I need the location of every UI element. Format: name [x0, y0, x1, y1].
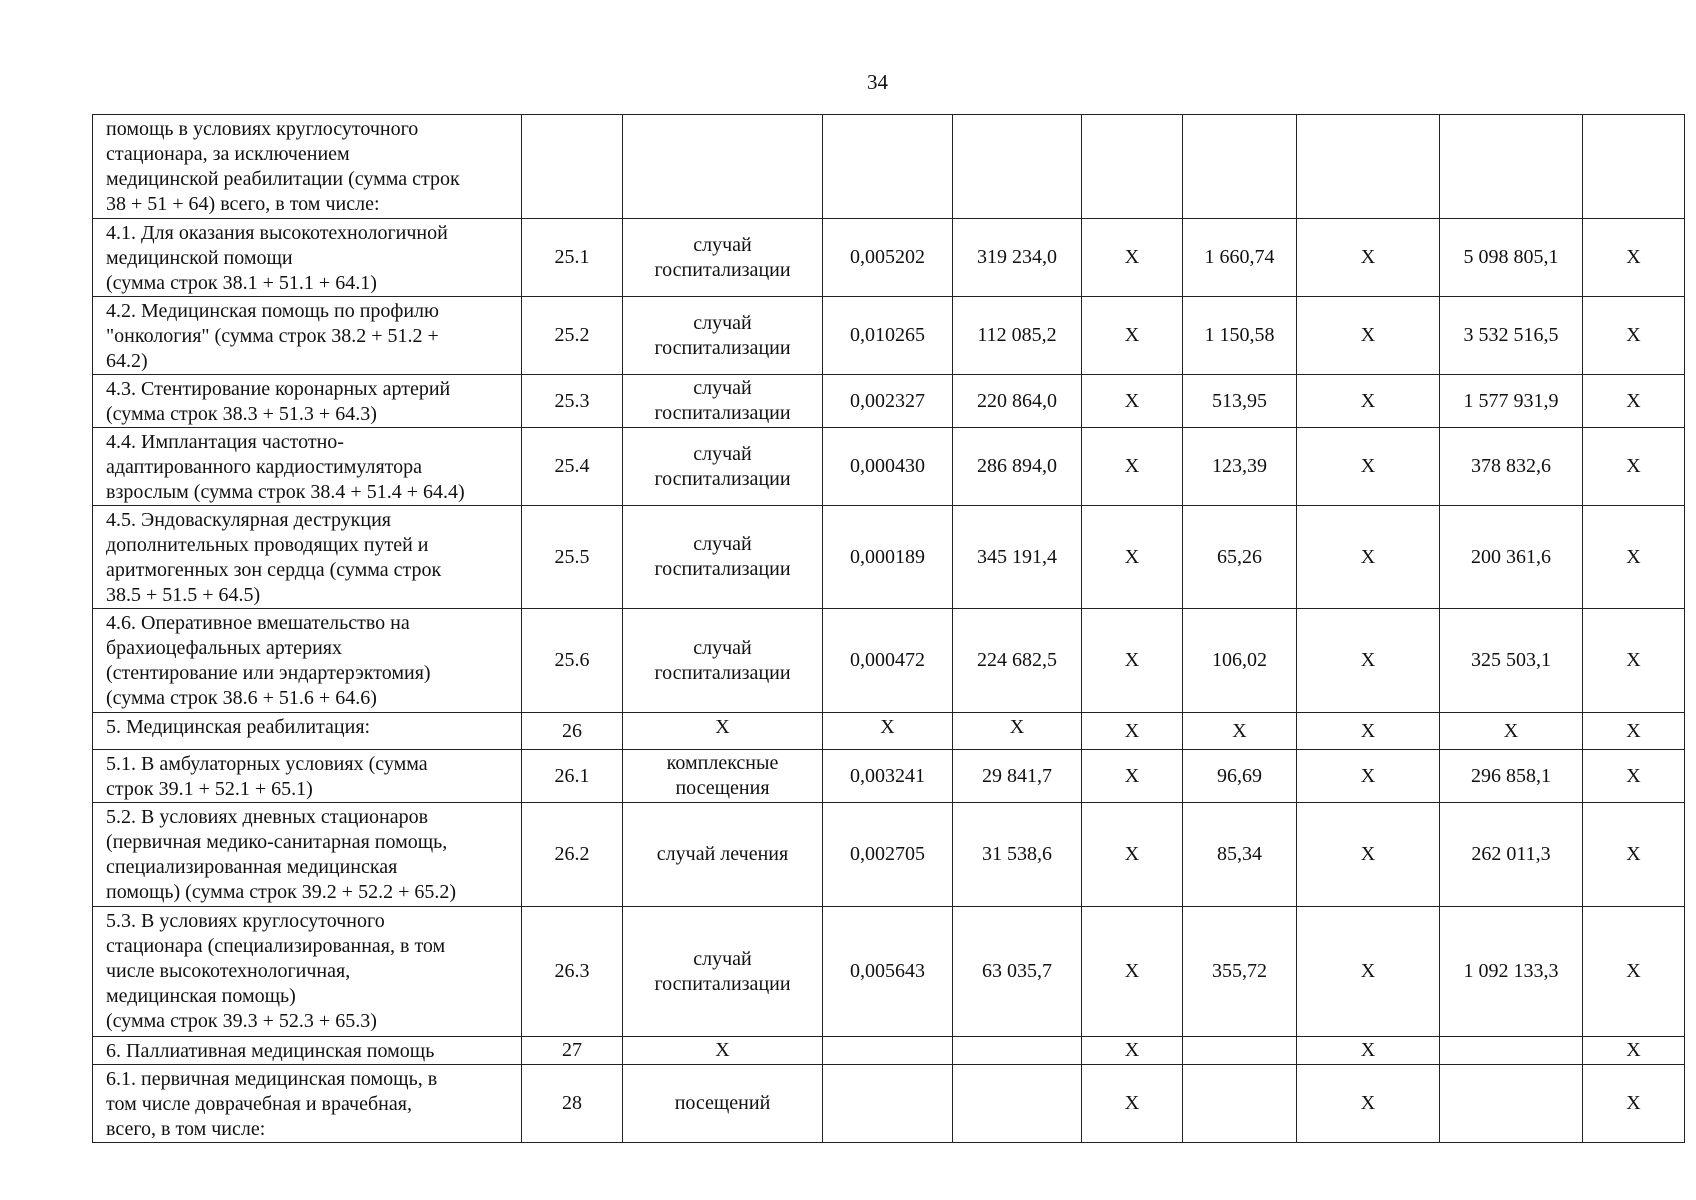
cell-norm-volume: X [823, 713, 953, 750]
cell-col-x2: X [1297, 609, 1440, 713]
cell-col-x3: X [1583, 1065, 1685, 1143]
cell-col-x2: X [1297, 1037, 1440, 1065]
cell-col-x3: X [1583, 297, 1685, 375]
cell-col-x2: X [1297, 803, 1440, 907]
cell-col-x3: X [1583, 506, 1685, 609]
cell-col-x3: X [1583, 219, 1685, 297]
cell-col-x3: X [1583, 609, 1685, 713]
cell-per-capita: 85,34 [1183, 803, 1297, 907]
cell-col-x1: X [1082, 750, 1183, 803]
cell-norm-volume [823, 115, 953, 219]
cell-col-x3: X [1583, 750, 1685, 803]
cell-norm-cost: 31 538,6 [953, 803, 1082, 907]
cell-line-number: 26.2 [522, 803, 623, 907]
cell-total-cost: 3 532 516,5 [1440, 297, 1583, 375]
row-name: 5.1. В амбулаторных условиях (сумма строк 39.1 + 52.1 + 65.1) [93, 750, 522, 803]
cell-norm-volume: 0,010265 [823, 297, 953, 375]
cell-norm-volume: 0,002705 [823, 803, 953, 907]
cell-unit: случай госпитализации [623, 219, 823, 297]
cell-total-cost: 296 858,1 [1440, 750, 1583, 803]
cell-per-capita: 1 660,74 [1183, 219, 1297, 297]
cell-col-x2: X [1297, 713, 1440, 750]
norms-table [92, 114, 1685, 1143]
cell-col-x2: X [1297, 506, 1440, 609]
table-row [93, 907, 1685, 1037]
cell-per-capita: X [1183, 713, 1297, 750]
row-name: 5.3. В условиях круглосуточного стационара (специализированная, в том числе высокотехнологичная, медицинская помощь) (сумма строк 39.3 + 52.3 + 65.3) [93, 907, 522, 1037]
cell-per-capita: 96,69 [1183, 750, 1297, 803]
table-row [93, 803, 1685, 907]
cell-norm-volume: 0,000430 [823, 428, 953, 506]
row-name: 4.4. Имплантация частотно- адаптированного кардиостимулятора взрослым (сумма строк 38.4 + 51.4 + 64.4) [93, 428, 522, 506]
cell-norm-volume: 0,005643 [823, 907, 953, 1037]
cell-norm-cost: 319 234,0 [953, 219, 1082, 297]
cell-col-x1: X [1082, 219, 1183, 297]
cell-norm-volume [823, 1065, 953, 1143]
cell-line-number: 27 [522, 1037, 623, 1065]
cell-col-x2 [1297, 115, 1440, 219]
cell-total-cost [1440, 1037, 1583, 1065]
cell-unit: случай госпитализации [623, 375, 823, 428]
cell-total-cost: 1 092 133,3 [1440, 907, 1583, 1037]
cell-col-x2: X [1297, 297, 1440, 375]
cell-total-cost: 262 011,3 [1440, 803, 1583, 907]
cell-col-x1 [1082, 115, 1183, 219]
row-name: 4.3. Стентирование коронарных артерий (сумма строк 38.3 + 51.3 + 64.3) [93, 375, 522, 428]
cell-col-x3: X [1583, 713, 1685, 750]
cell-norm-cost: 29 841,7 [953, 750, 1082, 803]
cell-line-number: 26.1 [522, 750, 623, 803]
cell-col-x2: X [1297, 1065, 1440, 1143]
cell-unit: X [623, 713, 823, 750]
cell-per-capita: 123,39 [1183, 428, 1297, 506]
cell-norm-cost: 112 085,2 [953, 297, 1082, 375]
cell-norm-cost: 224 682,5 [953, 609, 1082, 713]
page-number: 34 [867, 70, 888, 94]
cell-norm-volume: 0,000472 [823, 609, 953, 713]
row-name: 4.2. Медицинская помощь по профилю "онкология" (сумма строк 38.2 + 51.2 + 64.2) [93, 297, 522, 375]
cell-col-x1: X [1082, 803, 1183, 907]
table-row [93, 375, 1685, 428]
table-row [93, 750, 1685, 803]
cell-unit: случай госпитализации [623, 907, 823, 1037]
cell-col-x3: X [1583, 1037, 1685, 1065]
table-row [93, 297, 1685, 375]
cell-col-x3: X [1583, 907, 1685, 1037]
cell-norm-volume: 0,002327 [823, 375, 953, 428]
cell-col-x3: X [1583, 428, 1685, 506]
cell-col-x2: X [1297, 375, 1440, 428]
row-name: 5. Медицинская реабилитация: [93, 713, 522, 750]
cell-line-number: 25.4 [522, 428, 623, 506]
cell-col-x3: X [1583, 375, 1685, 428]
cell-unit: посещений [623, 1065, 823, 1143]
row-name: 4.6. Оперативное вмешательство на брахиоцефальных артериях (стентирование или эндартерэктомия) (сумма строк 38.6 + 51.6 + 64.6) [93, 609, 522, 713]
cell-line-number: 26.3 [522, 907, 623, 1037]
cell-total-cost [1440, 1065, 1583, 1143]
cell-line-number: 25.2 [522, 297, 623, 375]
cell-col-x2: X [1297, 219, 1440, 297]
cell-norm-cost: 286 894,0 [953, 428, 1082, 506]
cell-per-capita: 513,95 [1183, 375, 1297, 428]
cell-line-number: 25.6 [522, 609, 623, 713]
cell-col-x2: X [1297, 907, 1440, 1037]
cell-line-number: 26 [522, 713, 623, 750]
cell-col-x1: X [1082, 428, 1183, 506]
cell-per-capita: 65,26 [1183, 506, 1297, 609]
cell-unit: случай лечения [623, 803, 823, 907]
table-row [93, 609, 1685, 713]
cell-col-x1: X [1082, 297, 1183, 375]
cell-per-capita [1183, 1065, 1297, 1143]
cell-line-number: 28 [522, 1065, 623, 1143]
cell-norm-volume [823, 1037, 953, 1065]
cell-col-x2: X [1297, 750, 1440, 803]
table-row [93, 428, 1685, 506]
table-row [93, 713, 1685, 750]
cell-norm-cost [953, 1065, 1082, 1143]
cell-col-x1: X [1082, 1037, 1183, 1065]
cell-unit: случай госпитализации [623, 297, 823, 375]
cell-per-capita [1183, 1037, 1297, 1065]
cell-norm-volume: 0,000189 [823, 506, 953, 609]
cell-unit: случай госпитализации [623, 609, 823, 713]
row-name: 5.2. В условиях дневных стационаров (первичная медико-санитарная помощь, специализированная медицинская помощь) (сумма строк 39.2 + 52.2 + 65.2) [93, 803, 522, 907]
cell-total-cost [1440, 115, 1583, 219]
cell-total-cost: 378 832,6 [1440, 428, 1583, 506]
cell-norm-cost [953, 115, 1082, 219]
cell-total-cost: 325 503,1 [1440, 609, 1583, 713]
cell-col-x1: X [1082, 506, 1183, 609]
cell-line-number [522, 115, 623, 219]
cell-col-x3: X [1583, 803, 1685, 907]
cell-norm-volume: 0,003241 [823, 750, 953, 803]
cell-per-capita: 355,72 [1183, 907, 1297, 1037]
cell-col-x3 [1583, 115, 1685, 219]
cell-total-cost: X [1440, 713, 1583, 750]
cell-col-x1: X [1082, 1065, 1183, 1143]
cell-unit: X [623, 1037, 823, 1065]
cell-norm-volume: 0,005202 [823, 219, 953, 297]
cell-norm-cost: 220 864,0 [953, 375, 1082, 428]
cell-unit: случай госпитализации [623, 428, 823, 506]
cell-norm-cost [953, 1037, 1082, 1065]
cell-unit [623, 115, 823, 219]
cell-col-x1: X [1082, 907, 1183, 1037]
cell-norm-cost: 345 191,4 [953, 506, 1082, 609]
table-row [93, 506, 1685, 609]
row-name: 4.5. Эндоваскулярная деструкция дополнительных проводящих путей и аритмогенных зон сердца (сумма строк 38.5 + 51.5 + 64.5) [93, 506, 522, 609]
cell-per-capita: 106,02 [1183, 609, 1297, 713]
cell-norm-cost: X [953, 713, 1082, 750]
cell-per-capita [1183, 115, 1297, 219]
cell-col-x1: X [1082, 713, 1183, 750]
table-row [93, 1037, 1685, 1065]
row-name: 6. Паллиативная медицинская помощь [93, 1037, 522, 1065]
table-row [93, 219, 1685, 297]
cell-unit: комплексные посещения [623, 750, 823, 803]
cell-norm-cost: 63 035,7 [953, 907, 1082, 1037]
row-name: 6.1. первичная медицинская помощь, в том числе доврачебная и врачебная, всего, в том числе: [93, 1065, 522, 1143]
row-name: 4.1. Для оказания высокотехнологичной медицинской помощи (сумма строк 38.1 + 51.1 + 64.1) [93, 219, 522, 297]
cell-col-x2: X [1297, 428, 1440, 506]
table-row [93, 1065, 1685, 1143]
cell-total-cost: 5 098 805,1 [1440, 219, 1583, 297]
cell-total-cost: 200 361,6 [1440, 506, 1583, 609]
row-name: помощь в условиях круглосуточного стационара, за исключением медицинской реабилитации (сумма строк 38 + 51 + 64) всего, в том числе: [93, 115, 522, 219]
cell-line-number: 25.1 [522, 219, 623, 297]
cell-col-x1: X [1082, 609, 1183, 713]
cell-unit: случай госпитализации [623, 506, 823, 609]
cell-line-number: 25.5 [522, 506, 623, 609]
cell-col-x1: X [1082, 375, 1183, 428]
table-row [93, 115, 1685, 219]
cell-line-number: 25.3 [522, 375, 623, 428]
cell-total-cost: 1 577 931,9 [1440, 375, 1583, 428]
cell-per-capita: 1 150,58 [1183, 297, 1297, 375]
